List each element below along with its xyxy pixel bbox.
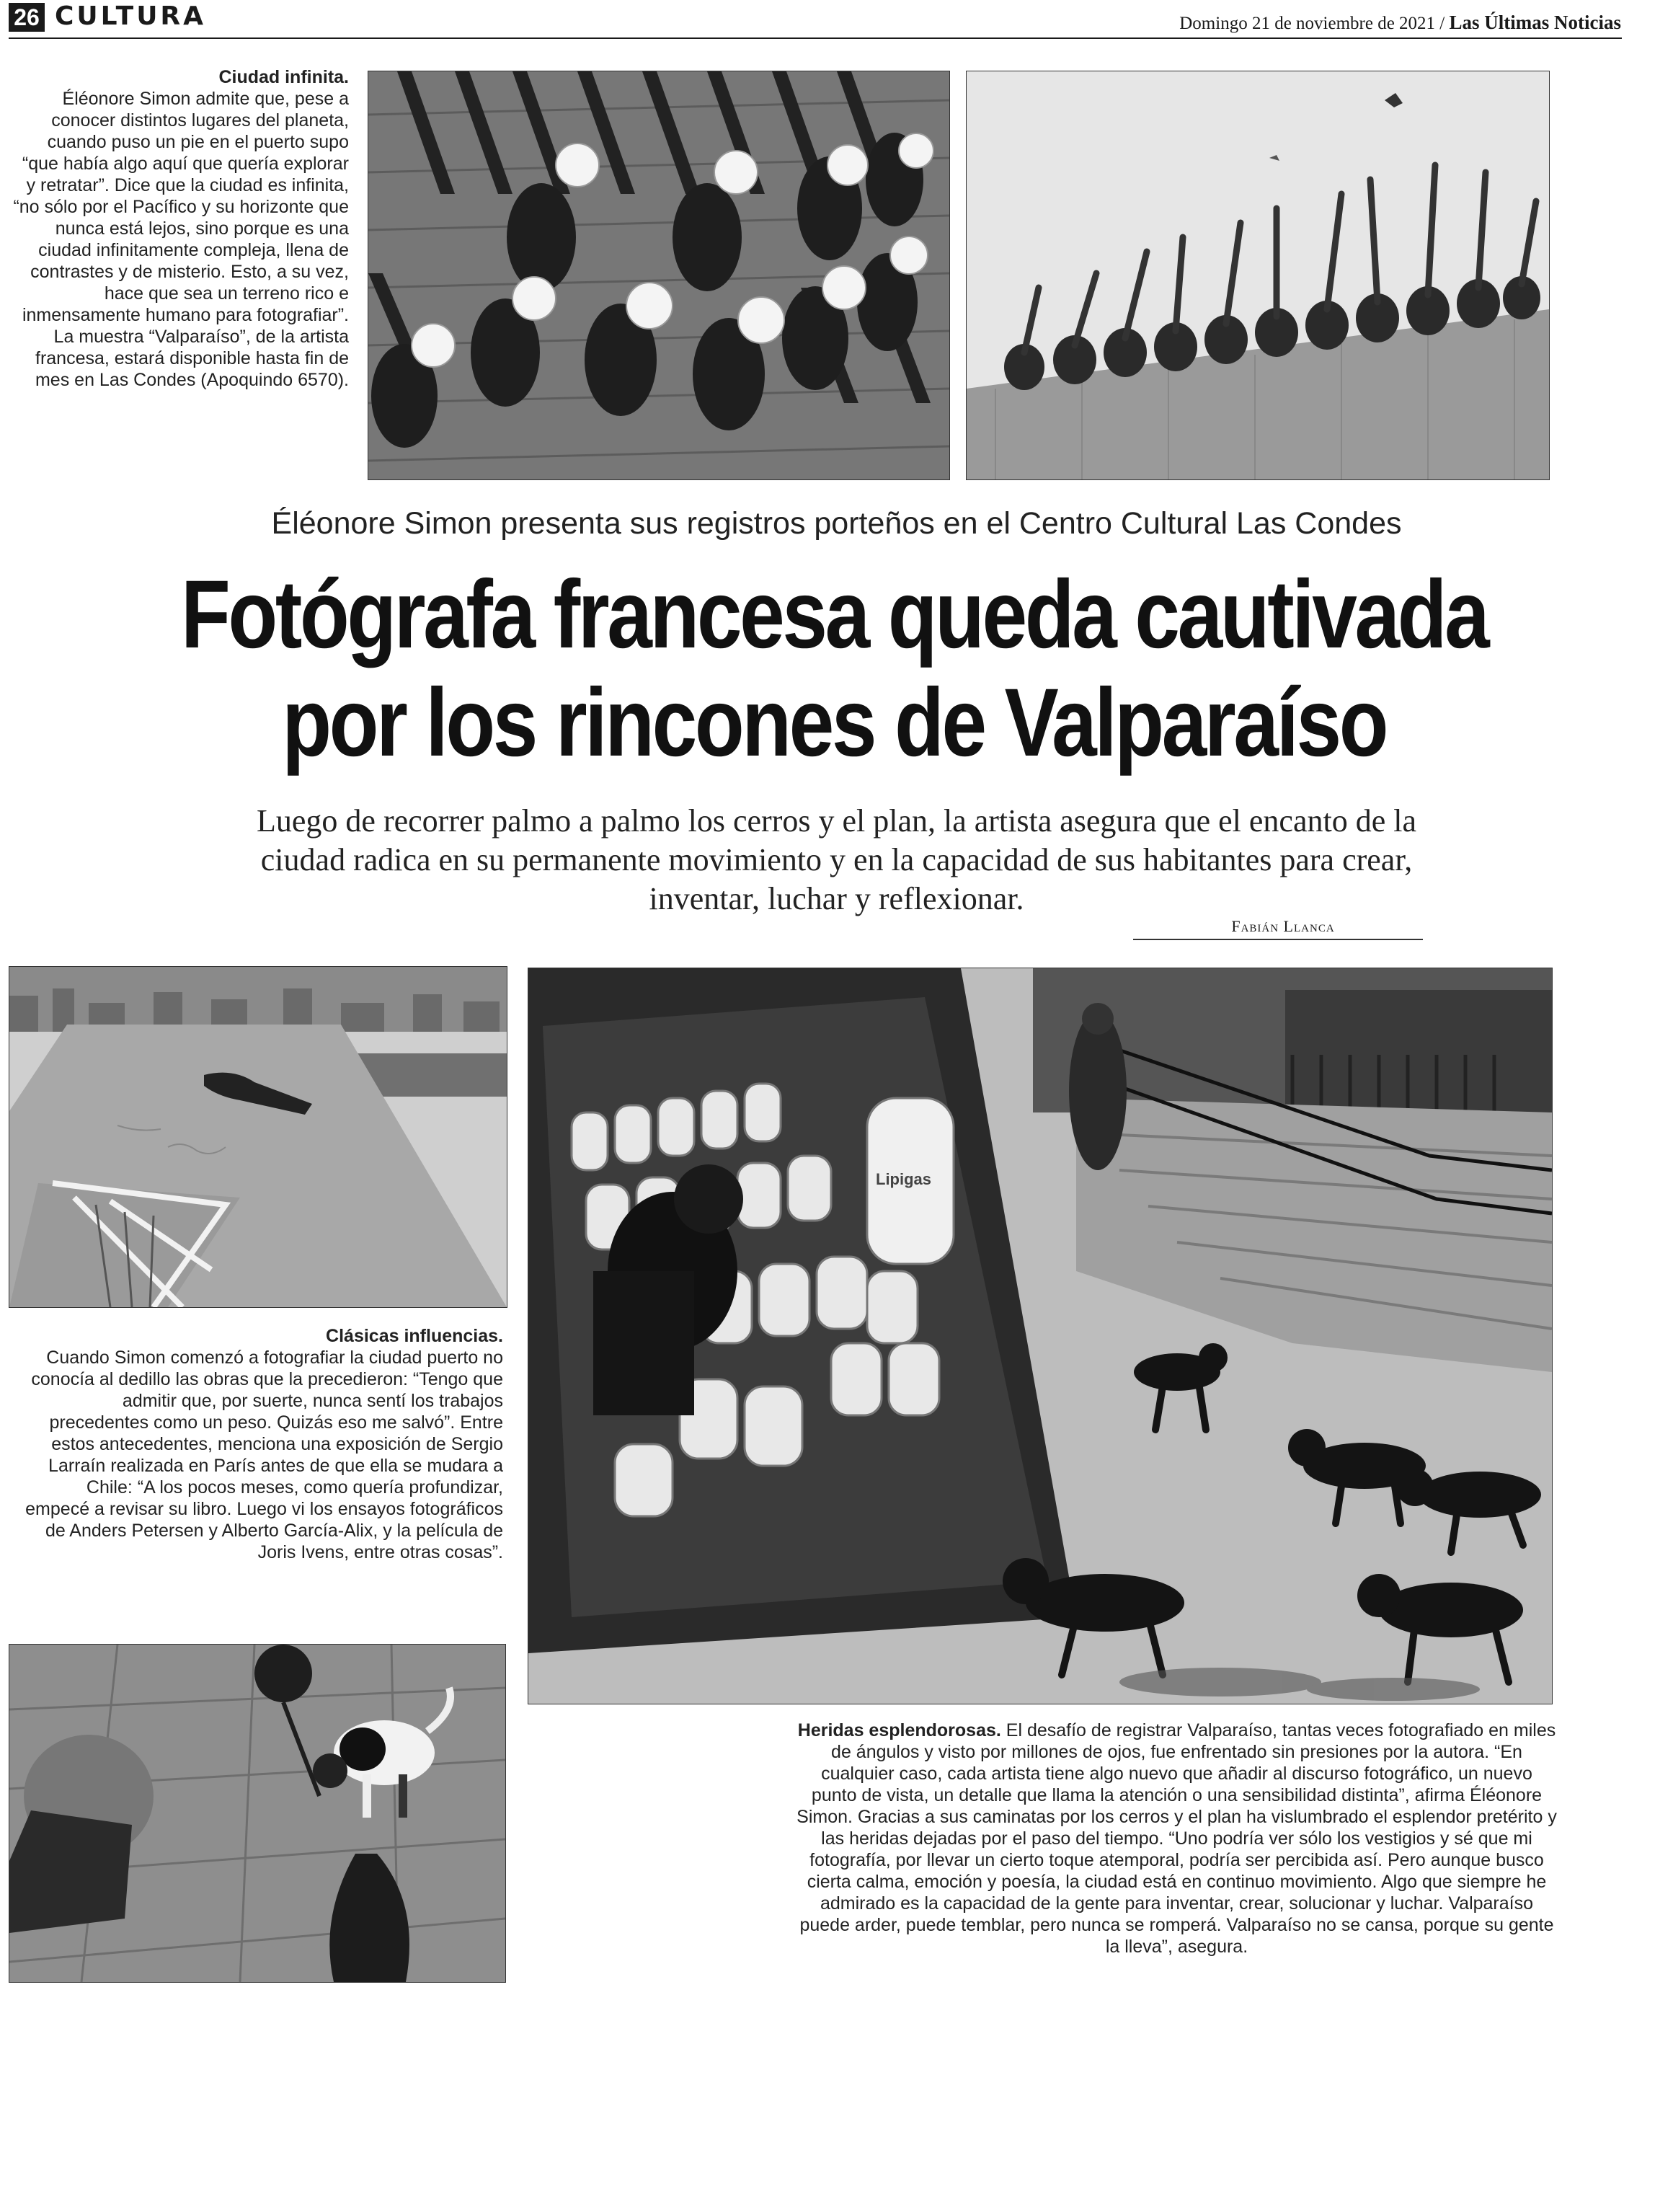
caption-ciudad-infinita: [10, 66, 349, 391]
kicker: Éléonore Simon presenta sus registros porteños en el Centro Cultural Las Condes: [271, 506, 1402, 541]
dateline: [1179, 10, 1621, 36]
caption-clasicas-influencias: [22, 1325, 503, 1563]
caption-text: El desafío de registrar Valparaíso, tantas veces fotografiado en miles de ángulos y visto por millones de ojos, fue enfrentado sin presiones por la autora. “En cualquier caso, cada artista tiene algo nuevo que añadir al discurso fotográfico, un nuevo punto de vista, un detalle que llama la atención o una sensibilidad distinta”, afirma Éléonore Simon. Gracias a sus caminatas por los cerros y el plan ha vislumbrado el esplendor pretérito y las heridas dejadas por el paso del tiempo. “Uno podría ver sólo los vestigios y sé que mi fotografía, por llevar un cierto toque atemporal, podría ser percibida así. Pero aunque busco cierta calma, emoción y poesía, la ciudad está en continuo movimiento. Algo que siempre he admirado es la capacidad de la gente para inventar, crear, solucionar y luchar. Valparaíso puede arder, puede temblar, pero nunca se romperá. Valparaíso no se cansa, porque su gente la lleva”, asegura.: [796, 1720, 1557, 1957]
caption-text: Éléonore Simon admite que, pese a conocer distintos lugares del planeta, cuando puso un pie en el puerto supo “que había algo aquí que quería explorar y retratar”. Dice que la ciudad es infinita, “no sólo por el Pacífico y su horizonte que nunca está lejos, sino porque es una ciudad infinitamente compleja, llena de contrastes y de misterio. Esto, a su vez, hace que sea un terreno rico e inmensamente humano para fotografiar”. La muestra “Valparaíso”, de la artista francesa, estará disponible hasta fin de mes en Las Condes (Apoquindo 6570).: [13, 89, 349, 390]
headline: [131, 561, 1537, 777]
caption-heridas-esplendorosas: [796, 1720, 1557, 1957]
byline-rule: [1133, 939, 1423, 940]
header-rule: [9, 37, 1622, 39]
headline-line-2: por los rincones de Valparaíso: [282, 669, 1387, 777]
deck: Luego de recorrer palmo a palmo los cerros y el plan, la artista asegura que el encanto de la ciudad radica en su permanente movimiento y en la capacidad de sus habitantes para crear, inventar, luchar y reflexionar.: [257, 803, 1416, 916]
photo-pelicans: [966, 71, 1550, 480]
photo-rooftop: [9, 966, 507, 1308]
gas-cylinder-brand: Lipigas: [876, 1170, 932, 1188]
photo-gas-truck-dogs: [528, 968, 1553, 1704]
headline-line-1: Fotógrafa francesa queda cautivada: [181, 561, 1488, 668]
publication-name: Las Últimas Noticias: [1449, 12, 1621, 33]
photo-dog-shadow: [9, 1644, 506, 1983]
date: Domingo 21 de noviembre de 2021 /: [1179, 14, 1445, 33]
byline: Fabián Llanca: [1231, 917, 1335, 935]
caption-heading: Ciudad infinita.: [218, 67, 349, 87]
caption-heading: Clásicas influencias.: [326, 1326, 503, 1346]
caption-text: Cuando Simon comenzó a fotografiar la ciudad puerto no conocía al dedillo las obras que la precedieron: “Tengo que admitir que, por suerte, nunca sentí los trabajos precedentes como un peso. Quizás eso me salvó”. Entre estos antecedentes, menciona una exposición de Sergio Larraín realizada en París antes de que ella se mudara a Chile: “A los pocos meses, como quería profundizar, empecé a revisar su libro. Luego vi los ensayos fotográficos de Anders Petersen y Alberto García-Alix, y la película de Joris Ivens, entre otras cosas”.: [25, 1348, 503, 1562]
section-title: CULTURA: [55, 1, 207, 31]
caption-heading: Heridas esplendorosas.: [797, 1720, 1001, 1740]
page-number: 26: [9, 3, 45, 32]
photo-navy-officers: [368, 71, 950, 480]
